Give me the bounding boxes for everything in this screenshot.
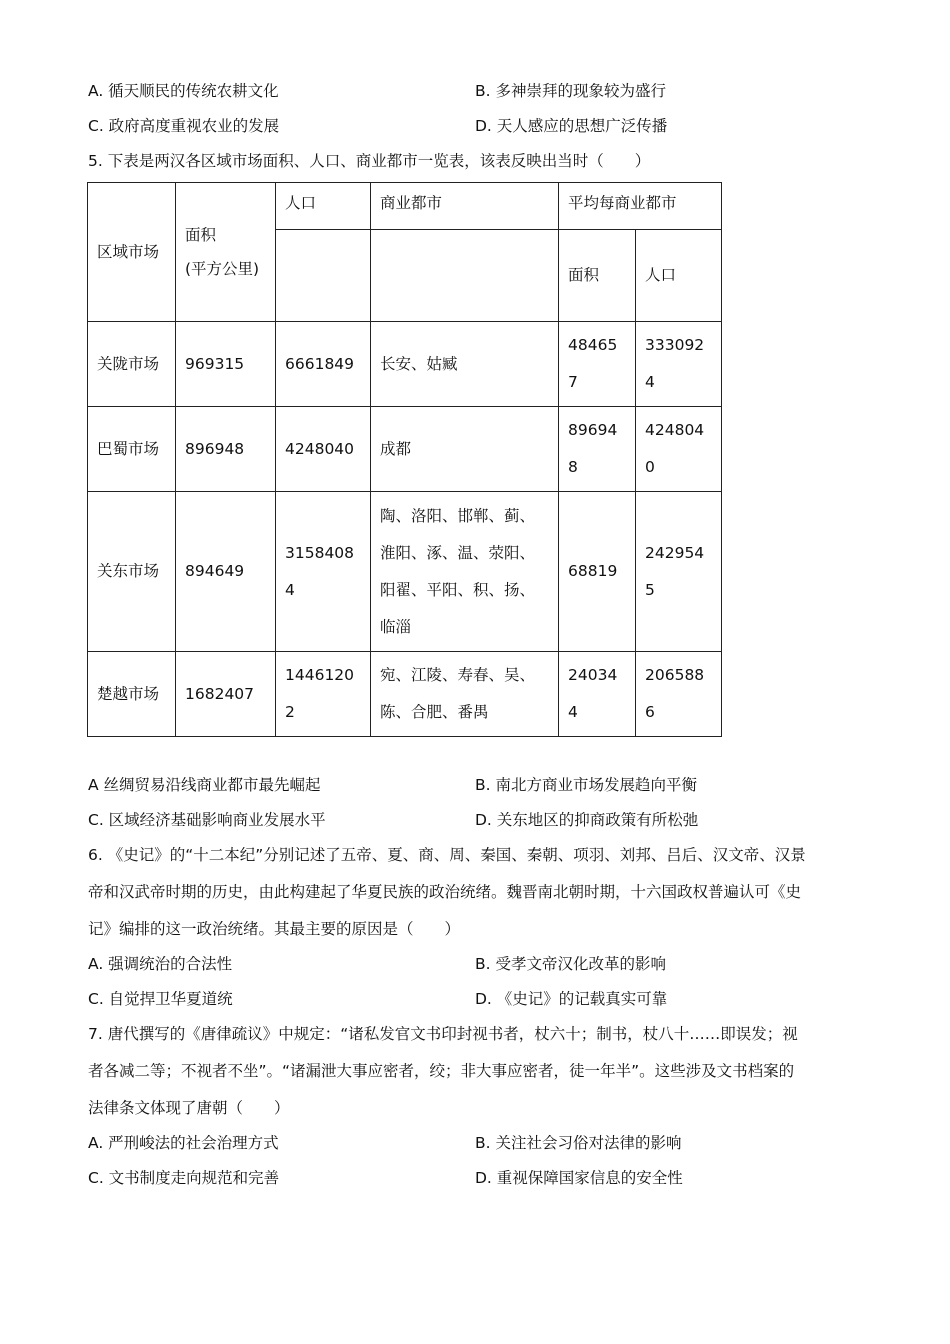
q6-option-c: C. 自觉捍卫华夏道统 <box>88 990 233 1008</box>
q6-stem-line3: 记》编排的这一政治统绪。其最主要的原因是（ ） <box>88 920 461 938</box>
cell-population: 31584084 <box>276 492 371 652</box>
cell-area: 969315 <box>176 322 276 407</box>
q4-option-d: D. 天人感应的思想广泛传播 <box>475 117 668 135</box>
table-row <box>88 492 722 652</box>
cell-cities: 长安、姑臧 <box>371 322 559 407</box>
cell-population: 4248040 <box>276 407 371 492</box>
q6-option-d: D. 《史记》的记载真实可靠 <box>475 990 668 1008</box>
cell-avg-pop: 3330924 <box>636 322 722 407</box>
q6-stem-line1: 6. 《史记》的“十二本纪”分别记述了五帝、夏、商、周、秦国、秦朝、项羽、刘邦、吕后、汉文帝、汉景 <box>88 846 806 864</box>
q5-stem: 5. 下表是两汉各区域市场面积、人口、商业都市一览表，该表反映出当时（ ） <box>88 152 651 170</box>
cell-area: 1682407 <box>176 652 276 737</box>
q7-option-a: A. 严刑峻法的社会治理方式 <box>88 1134 279 1152</box>
q7-stem-line1: 7. 唐代撰写的《唐律疏议》中规定：“诸私发官文书印封视书者，杖六十；制书，杖八十……即误发；视 <box>88 1025 798 1043</box>
q6-stem-line2: 帝和汉武帝时期的历史，由此构建起了华夏民族的政治统绪。魏晋南北朝时期，十六国政权普遍认可《史 <box>88 883 802 901</box>
cell-avg-pop: 2065886 <box>636 652 722 737</box>
q5-option-c: C. 区域经济基础影响商业发展水平 <box>88 811 326 829</box>
cell-area: 894649 <box>176 492 276 652</box>
cell-avg-area: 896948 <box>559 407 636 492</box>
q7-stem-line3: 法律条文体现了唐朝（ ） <box>88 1099 290 1117</box>
cell-avg-pop: 4248040 <box>636 407 722 492</box>
cell-region: 关陇市场 <box>88 322 176 407</box>
market-table <box>87 182 722 737</box>
cell-avg-pop: 2429545 <box>636 492 722 652</box>
q7-option-c: C. 文书制度走向规范和完善 <box>88 1169 280 1187</box>
cell-region: 巴蜀市场 <box>88 407 176 492</box>
q7-option-d: D. 重视保障国家信息的安全性 <box>475 1169 683 1187</box>
header-region: 区域市场 <box>88 183 176 322</box>
cell-region: 楚越市场 <box>88 652 176 737</box>
q6-option-a: A. 强调统治的合法性 <box>88 955 233 973</box>
header-avg-area: 面积 <box>559 230 636 322</box>
cell-cities: 宛、江陵、寿春、吴、陈、合肥、番禺 <box>371 652 559 737</box>
header-cities-blank <box>371 230 559 322</box>
table-row <box>88 652 722 737</box>
q5-option-d: D. 关东地区的抑商政策有所松弛 <box>475 811 699 829</box>
q4-option-b: B. 多神崇拜的现象较为盛行 <box>475 82 666 100</box>
header-avg: 平均每商业都市 <box>559 183 722 230</box>
cell-population: 6661849 <box>276 322 371 407</box>
header-area <box>176 183 276 322</box>
q6-option-b: B. 受孝文帝汉化改革的影响 <box>475 955 666 973</box>
cell-cities: 陶、洛阳、邯郸、蓟、淮阳、涿、温、荥阳、阳翟、平阳、积、扬、临淄 <box>371 492 559 652</box>
cell-avg-area: 240344 <box>559 652 636 737</box>
table-row <box>88 407 722 492</box>
header-population-blank <box>276 230 371 322</box>
q4-option-a: A. 循天顺民的传统农耕文化 <box>88 82 279 100</box>
cell-area: 896948 <box>176 407 276 492</box>
header-cities: 商业都市 <box>371 183 559 230</box>
cell-population: 14461202 <box>276 652 371 737</box>
q5-option-b: B. 南北方商业市场发展趋向平衡 <box>475 776 697 794</box>
cell-region: 关东市场 <box>88 492 176 652</box>
q7-stem-line2: 者各减二等；不视者不坐”。“诸漏泄大事应密者，绞；非大事应密者，徒一年半”。这些涉及文书档案的 <box>88 1062 795 1080</box>
cell-avg-area: 68819 <box>559 492 636 652</box>
q5-option-a: A 丝绸贸易沿线商业都市最先崛起 <box>88 776 321 794</box>
table-row <box>88 322 722 407</box>
cell-cities: 成都 <box>371 407 559 492</box>
q7-option-b: B. 关注社会习俗对法律的影响 <box>475 1134 682 1152</box>
header-population: 人口 <box>276 183 371 230</box>
q4-option-c: C. 政府高度重视农业的发展 <box>88 117 280 135</box>
cell-avg-area: 484657 <box>559 322 636 407</box>
header-avg-pop: 人口 <box>636 230 722 322</box>
header-area-line1: 面积 <box>185 225 217 244</box>
header-area-line2: (平方公里) <box>185 259 260 278</box>
